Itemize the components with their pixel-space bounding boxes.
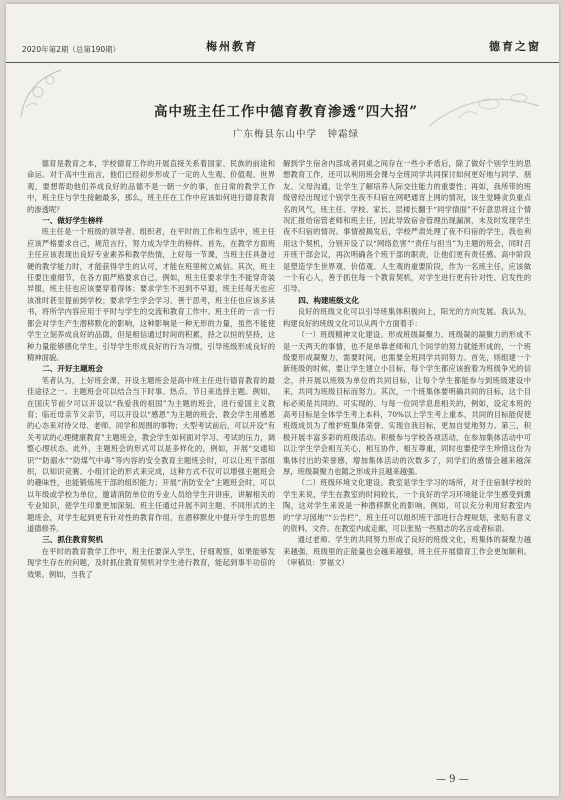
section-heading: 四、构建班级文化 bbox=[298, 295, 359, 305]
issue-label: 2020年第2期（总第190期） bbox=[22, 45, 121, 54]
paragraph: （二）班级环境文化建设。教室是学生学习的场所，对于住宿制学校的学生来说，学生在教室的时间较长，一个良好的学习环境能让学生感受到熏陶，这对学生来说是一种潜移默化的影响。例如，可以充分利用好教室内的“学习园地”“公告栏”，班主任可以组织班干部进行合理规划，张贴有意义的资料、文件。在教室内或走廊，可以张贴一些励志的名言或者标语。 bbox=[283, 478, 531, 533]
section-heading: 一、做好学生榜样 bbox=[42, 216, 103, 226]
section-heading: 二、开好主题班会 bbox=[42, 364, 103, 374]
journal-name: 梅州教育 bbox=[206, 40, 258, 53]
column-name: 德育之窗 bbox=[489, 40, 541, 53]
left-column bbox=[27, 158, 275, 580]
paragraph: 德育是教育之本，学校德育工作的开展直接关系着国家、民族的前途和命运。对于高中生而言，他们已经初步形成了一定的人生观、价值观、世界观，要想帮助他们养成良好的品德不是一朝一夕的事，在日常的教学工作中，班主任与学生接触最多，那么，班主任在工作中应该如何进行德育教育的渗透呢？ bbox=[27, 159, 275, 214]
article-author: 广东梅县东山中学 钟霜绿 bbox=[232, 129, 359, 140]
magazine-page bbox=[6, 4, 559, 796]
article-title: 高中班主任工作中德育教育渗透“四大招” bbox=[153, 104, 419, 120]
paragraph: 笔者认为，上好班会课，开设主题班会是高中班主任进行德育教育的最佳途径之一。主题班会可以结合当下时事、热点、节日来选择主题。例如，在国庆节前夕可以开设以“我爱我的祖国”为主题的班会，进行爱国主义教育；临近母亲节父亲节，可以开设以“感恩”为主题的班会，教会学生用感恩的心态来对待父母、老师、同学和周围的事物；大型考试前后，可以开设“有关考试的心理健康教育”主题班会，教会学生如何面对学习、考试的压力，调整心理状态。此外，主题班会的形式可以是多样化的，例如，开展“交通知识”“防溺水”“防煤气中毒”等内容的安全教育主题班会时，可以让班干部组织，以知识竞赛、小组讨论的形式来完成，这种方式不仅可以增强主题班会的趣味性，也能锻炼班干部的组织能力；开展“消防安全”主题班会时，可以以年级或学校为单位，邀请消防单位的专业人员给学生开讲座，讲解相关的专业知识，使学生印象更加深刻。班主任通过开展不同主题、不同形式的主题班会，对学生起到更有针对性的教育作用，在潜移默化中提升学生的思想道德修养。 bbox=[27, 375, 275, 533]
paragraph: 在平时的教育教学工作中，班主任要深入学生，仔细观察，如果能够发现学生存在的问题，及时抓住教育契机对学生进行教育，能起到事半功倍的效果。例如，当我了 bbox=[27, 546, 275, 579]
running-header bbox=[6, 32, 559, 63]
page-number: — 9 — bbox=[436, 774, 469, 785]
decorative-ornament bbox=[16, 62, 76, 122]
paragraph: （一）班级精神文化建设。形成班级凝聚力。班级凝的凝聚力的形成不是一天两天的事情，也不是单靠老师和几个同学的努力就能形成的，一个班级要形成凝聚力，需要时间，也需要全班同学共同努力。首先，则组建一个新班级的时候，要让学生建立小目标，每个学生都应该抱着为班级争光的信念，并开展以班级为单位的共同目标，让每个学生都能参与到班级建设中来，共同为班级目标而努力。其次，一个班集体要明确共同的目标，这个目标必须是共同的、可实现的、与每一位同学息息相关的，例如，设定本班的高考目标是全体学生考上本科，70%以上学生考上重本，共同的目标能促使班级成员为了维护班集体荣誉、实现自我目标，更加自觉地努力。第三，积极开展丰富多彩的班级活动。积极参与学校各项活动，在参加集体活动中可以让学生学会相互关心，相互协作，相互尊重，同时也要使学生珍惜这份为集体付出的荣誉感，增加集体活动的次数多了，同学们的感情会越来越深厚，班级凝聚力也随之形成并且越来越强。 bbox=[283, 330, 531, 476]
right-column bbox=[283, 158, 531, 569]
paragraph: 解到学生宿舍内部成者同桌之间存在一些小矛盾后，除了做好个别学生的思想教育工作，还可以利用班会课与全班同学共同探讨如何更好地与同学、朋友、父母沟通，让学生了解培养人际交往能力的重要性；再如，我所带的班级曾经出现过个别学生夜不归宿在网吧通宵上网的情况，该生觉睡贪负重点名的风气，班主任、学校、家长、层楼长翻于“同学情面”不好意思将这个情况汇报给宿管老师和班主任，因此导致宿舍管理出现漏洞，未及时发现学生夜不归宿的情况。事情被揭发后，学校严肃处理了夜不归宿的学生，我也利用这个契机，分别开设了以“网络危害”“责任与担当”为主题的班会，同时召开班干部会议，再次明确各个班干部的职责，让他们更有责任感。高中阶段是塑造学生世界观、价值观、人生观的重要阶段，作为一名班主任，应该做一个有心人，善于抓住每一个教育契机，对学生进行更有针对性、启发性的引导。 bbox=[283, 159, 531, 294]
section-heading: 三、抓住教育契机 bbox=[42, 535, 103, 545]
paragraph: 良好的班级文化可以引导班集体积极向上，阳光的方向发展。我认为，构建良好的班级文化可以从两个方面着手： bbox=[283, 307, 531, 328]
paragraph: 通过老师、学生的共同努力形成了良好的班级文化，班集体的凝聚力越来越强，班级里的正能量也会越来越强，班主任开展德育工作会更加顺利。（审稿员：罗福文） bbox=[283, 535, 531, 568]
paragraph: 班主任是一个班级的领导者、组织者，在平时的工作和生活中，班主任应该严格要求自己，规范言行，努力成为学生的榜样。首先，在教学方面班主任应该表现出良好专业素养和教学热情，上好每一节课，当班主任具备过硬的教学能力时，才能获得学生的认可，才能在班里树立威信。其次，班主任要注重细节，在各方面严格要求自己，例如，班主任要求学生不能穿奇装异服，班主任也应该要穿着得体；要求学生不迟到不早退，班主任每天也应该准时甚至提前到学校；要求学生学会学习、善于思考，班主任也应该多读书，将所学内容应用于平时与学生的交流和教育工作中。班主任的一言一行都会对学生产生潜移默化的影响，这种影响是一种无形的力量，虽然不能使学生立刻养成良好的品德，但是相信通过时间的积累，持之以恒的坚持，这种力量能够感化学生，引导学生形成良好的行为习惯，引导班级形成良好的精神面貌。 bbox=[27, 227, 275, 362]
